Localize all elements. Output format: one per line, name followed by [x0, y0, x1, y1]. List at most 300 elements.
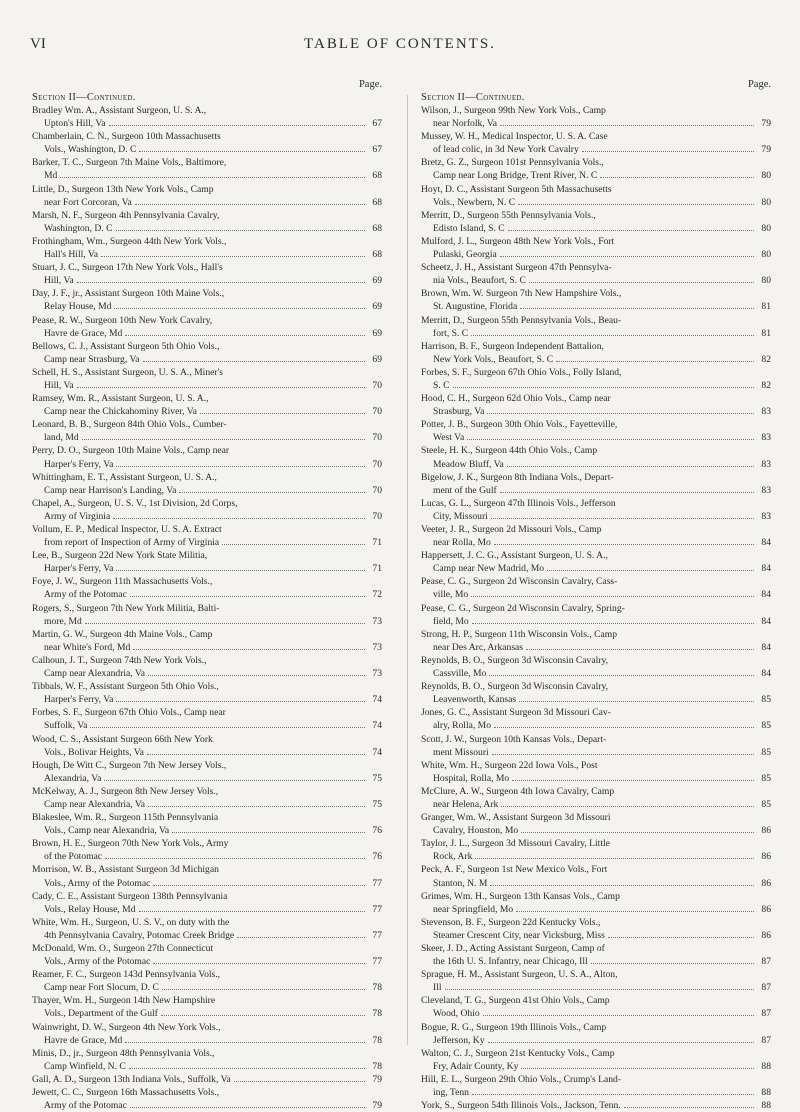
toc-entry: [421, 1047, 771, 1073]
toc-entry-text: Brown, H. E., Surgeon 70th New York Vols., Army: [32, 838, 229, 850]
toc-entry-text: Lee, B., Surgeon 22d New York State Militia,: [32, 550, 208, 562]
toc-entry-text: Pulaski, Georgia: [433, 249, 497, 261]
dot-leader: [556, 361, 754, 362]
toc-entry: [421, 1021, 771, 1047]
toc-entry-text: Pease, C. G., Surgeon 2d Wisconsin Cavalry, Spring-: [421, 602, 625, 614]
dot-leader: [445, 989, 754, 990]
toc-entry-text: Bellows, C. J., Assistant Surgeon 5th Ohio Vols.,: [32, 340, 220, 352]
toc-entry-text: Wood, Ohio: [433, 1008, 480, 1020]
toc-entry: [421, 340, 771, 366]
toc-page-number: 80: [761, 249, 771, 261]
toc-entry-text: Bretz, G. Z., Surgeon 101st Pennsylvania Vols.,: [421, 157, 604, 169]
toc-entry-text: Camp near the Chickahominy River, Va: [44, 406, 197, 418]
left-column: [32, 78, 382, 1112]
dot-leader: [179, 492, 365, 493]
toc-page-number: 86: [761, 903, 771, 915]
toc-entry: [32, 575, 382, 601]
dot-leader: [600, 177, 754, 178]
toc-page-number: 86: [761, 929, 771, 941]
toc-entry: [32, 523, 382, 549]
dot-leader: [109, 125, 365, 126]
dot-leader: [488, 1042, 754, 1043]
dot-leader: [487, 413, 754, 414]
toc-entry-text: Camp near Alexandria, Va: [44, 668, 146, 680]
dot-leader: [116, 570, 365, 571]
toc-entry-text: Lucas, G. L., Surgeon 47th Illinois Vols., Jefferson: [421, 497, 616, 509]
dot-leader: [133, 649, 365, 650]
toc-page-number: 70: [372, 379, 382, 391]
section-heading: Section II—Continued.: [421, 92, 525, 103]
dot-leader: [60, 177, 365, 178]
toc-entry-text: Minis, D., jr., Surgeon 48th Pennsylvania Vols.,: [32, 1047, 215, 1059]
toc-entry-text: Thayer, Wm. H., Surgeon 14th New Hampshire: [32, 995, 216, 1007]
toc-page-number: 80: [761, 222, 771, 234]
toc-page-number: 73: [372, 615, 382, 627]
dot-leader: [90, 727, 365, 728]
dot-leader: [489, 675, 754, 676]
dot-leader: [101, 256, 365, 257]
toc-entry-text: Vols., Relay House, Md: [44, 903, 136, 915]
toc-entry-text: McClure, A. W., Surgeon 4th Iowa Cavalry, Camp: [421, 785, 615, 797]
toc-entry: [32, 654, 382, 680]
toc-entry-text: Leonard, B. B., Surgeon 84th Ohio Vols., Cumber-: [32, 419, 227, 431]
toc-page-number: 88: [761, 1100, 771, 1112]
toc-entry-text: Strong, H. P., Surgeon 11th Wisconsin Vols., Camp: [421, 628, 618, 640]
toc-entry-text: Hill, Va: [44, 379, 74, 391]
toc-page-number: 68: [372, 196, 382, 208]
toc-entry: [421, 130, 771, 156]
toc-entry: [32, 602, 382, 628]
toc-entry-text: Cavalry, Houston, Mo: [433, 825, 519, 837]
dot-leader: [501, 806, 754, 807]
toc-entry-text: York, S., Surgeon 54th Illinois Vols., Jackson, Tenn.: [421, 1100, 621, 1112]
dot-leader: [116, 466, 365, 467]
toc-entry: [32, 916, 382, 942]
dot-leader: [491, 518, 754, 519]
toc-entry-text: Camp near New Madrid, Mo: [433, 563, 545, 575]
toc-entry-text: Whittingham, E. T., Assistant Surgeon, U. S. A.,: [32, 471, 217, 483]
toc-entry-text: near Rolla, Mo: [433, 537, 491, 549]
toc-page-number: 78: [372, 982, 382, 994]
toc-entry-text: S. C: [433, 379, 450, 391]
toc-page-number: 84: [761, 641, 771, 653]
dot-leader: [130, 596, 365, 597]
dot-leader: [492, 754, 754, 755]
dot-leader: [453, 387, 754, 388]
page-folio: VI: [30, 36, 46, 52]
toc-entry: [421, 602, 771, 628]
toc-page-number: 83: [761, 406, 771, 418]
toc-entry-text: Scheetz, J. H., Assistant Surgeon 47th Pennsylva-: [421, 262, 612, 274]
toc-entry: [421, 942, 771, 968]
toc-entry: [32, 471, 382, 497]
toc-entry-text: ment of the Gulf: [433, 484, 497, 496]
dot-leader: [162, 989, 365, 990]
toc-entry-text: Veeter, J. R., Surgeon 2d Missouri Vols., Camp: [421, 524, 602, 535]
toc-page-number: 73: [372, 641, 382, 653]
dot-leader: [512, 780, 754, 781]
toc-entry-text: near White's Ford, Md: [44, 641, 131, 653]
toc-page-number: 84: [761, 615, 771, 627]
toc-entry: [421, 444, 771, 470]
dot-leader: [467, 439, 754, 440]
toc-entry: [32, 1073, 382, 1086]
dot-leader: [591, 963, 754, 964]
toc-entry-text: Bogue, R. G., Surgeon 19th Illinois Vols., Camp: [421, 1021, 607, 1033]
dot-leader: [475, 858, 754, 859]
toc-entry-text: Jewett, C. C., Surgeon 16th Massachusetts Vols.,: [32, 1087, 220, 1099]
toc-entry-text: Camp near Alexandria, Va: [44, 798, 146, 810]
toc-entry: [421, 549, 771, 575]
toc-entry-text: Havre de Grace, Md: [44, 1034, 123, 1046]
toc-entry-text: Meadow Bluff, Va: [433, 458, 504, 470]
toc-page-number: 77: [372, 929, 382, 941]
toc-entry-text: near Fort Corcoran, Va: [44, 196, 132, 208]
toc-entry: [421, 183, 771, 209]
toc-entry-text: Camp near Long Bridge, Trent River, N. C: [433, 170, 598, 182]
toc-entry: [421, 418, 771, 444]
toc-entry-text: nia Vols., Beaufort, S. C: [433, 275, 526, 287]
toc-entry-text: Vols., Army of the Potomac: [44, 956, 151, 968]
toc-entry: [32, 628, 382, 654]
toc-entry-text: Grimes, Wm. H., Surgeon 13th Kansas Vols., Camp: [421, 890, 620, 902]
toc-entry-text: of the Potomac: [44, 851, 103, 863]
toc-entry-text: Bradley Wm. A., Assistant Surgeon, U. S. A.,: [32, 105, 207, 116]
toc-page-number: 70: [372, 484, 382, 496]
toc-page-number: 69: [372, 353, 382, 365]
toc-entry-text: Vols., Camp near Alexandria, Va: [44, 825, 170, 837]
toc-entry-text: Happersett, J. C. G., Assistant Surgeon, U. S. A.,: [421, 550, 608, 562]
toc-entry-text: Suffolk, Va: [44, 720, 88, 732]
dot-leader: [125, 1042, 365, 1043]
dot-leader: [222, 544, 365, 545]
toc-entry-text: Forbes, S. F., Surgeon 67th Ohio Vols., Folly Island,: [421, 366, 622, 378]
toc-page-number: 71: [372, 563, 382, 575]
toc-entry-text: Edisto Island, S. C: [433, 222, 505, 234]
toc-entry: [32, 759, 382, 785]
toc-entry-text: Vols., Newbern, N. C: [433, 196, 516, 208]
toc-entry-text: Bigelow, J. K., Surgeon 8th Indiana Vols., Depart-: [421, 471, 614, 483]
dot-leader: [494, 727, 754, 728]
toc-entry-text: Schell, H. S., Assistant Surgeon, U. S. A., Miner's: [32, 366, 224, 378]
toc-page-number: 70: [372, 406, 382, 418]
toc-entry-text: alry, Rolla, Mo: [433, 720, 491, 732]
toc-entry-text: Stevenson, B. F., Surgeon 22d Kentucky Vols.,: [421, 916, 601, 928]
toc-page-number: 83: [761, 432, 771, 444]
toc-entry-text: West Va: [433, 432, 465, 444]
toc-entry-text: Calhoun, J. T., Surgeon 74th New York Vols.,: [32, 654, 207, 666]
toc-page-number: 87: [761, 982, 771, 994]
toc-entry-text: Alexandria, Va: [44, 772, 102, 784]
toc-entry: [421, 863, 771, 889]
toc-entry-text: Hill, Va: [44, 275, 74, 287]
dot-leader: [82, 439, 365, 440]
toc-entry-text: Cady, C. E., Assistant Surgeon 138th Pennsylvania: [32, 890, 228, 902]
toc-page-number: 74: [372, 720, 382, 732]
toc-entry: [32, 130, 382, 156]
toc-entry-list: [421, 104, 771, 1112]
toc-entry-text: Merritt, D., Surgeon 55th Pennsylvania Vols.,: [421, 209, 596, 221]
toc-page-number: 88: [761, 1060, 771, 1072]
toc-page-number: 75: [372, 798, 382, 810]
toc-entry-text: Army of Virginia: [44, 510, 111, 522]
toc-entry-text: more, Md: [44, 615, 82, 627]
toc-entry-text: Hill, E. L., Surgeon 29th Ohio Vols., Crump's Land-: [421, 1073, 622, 1085]
toc-entry: [32, 156, 382, 182]
toc-entry: [421, 497, 771, 523]
dot-leader: [518, 204, 754, 205]
toc-entry: [421, 104, 771, 130]
dot-leader: [139, 151, 365, 152]
toc-entry: [32, 811, 382, 837]
dot-leader: [125, 335, 365, 336]
toc-entry-text: Vols., Army of the Potomac: [44, 877, 151, 889]
toc-page-number: 79: [372, 1100, 382, 1112]
dot-leader: [77, 282, 365, 283]
toc-page-number: 69: [372, 275, 382, 287]
toc-entry-text: Pease, C. G., Surgeon 2d Wisconsin Cavalry, Cass-: [421, 576, 618, 588]
toc-page-number: 79: [761, 118, 771, 130]
toc-entry: [32, 314, 382, 340]
toc-entry-text: Reamer, F. C., Surgeon 143d Pennsylvania Vols.,: [32, 969, 221, 981]
running-title: TABLE OF CONTENTS.: [304, 36, 496, 52]
dot-leader: [519, 701, 754, 702]
dot-leader: [105, 858, 365, 859]
dot-leader: [77, 387, 365, 388]
dot-leader: [153, 963, 365, 964]
toc-entry: [32, 863, 382, 889]
toc-entry-text: near Springfield, Mo: [433, 903, 514, 915]
toc-entry: [32, 1047, 382, 1073]
toc-entry-text: Forbes, S. F., Surgeon 67th Ohio Vols., Camp near: [32, 707, 226, 719]
toc-entry: [421, 706, 771, 732]
right-column: [421, 78, 771, 1112]
dot-leader: [521, 832, 754, 833]
toc-page-number: 82: [761, 353, 771, 365]
toc-page-number: 79: [761, 144, 771, 156]
toc-entry-text: New York Vols., Beaufort, S. C: [433, 353, 554, 365]
toc-entry: [32, 418, 382, 444]
toc-entry: [32, 1021, 382, 1047]
toc-entry: [421, 811, 771, 837]
toc-entry-text: Reynolds, B. O., Surgeon 3d Wisconsin Cavalry,: [421, 654, 609, 666]
dot-leader: [85, 623, 365, 624]
toc-entry: [421, 680, 771, 706]
toc-entry-text: Army of the Potomac: [44, 589, 127, 601]
dot-leader: [494, 544, 754, 545]
toc-page-number: 83: [761, 458, 771, 470]
toc-entry-text: Mulford, J. L., Surgeon 48th New York Vols., Fort: [421, 235, 615, 247]
toc-entry-text: Cleveland, T. G., Surgeon 41st Ohio Vols., Camp: [421, 995, 610, 1007]
toc-page-number: 85: [761, 746, 771, 758]
dot-leader: [147, 754, 365, 755]
toc-page-number: 72: [372, 589, 382, 601]
toc-entry: [421, 837, 771, 863]
toc-page-number: 69: [372, 327, 382, 339]
dot-leader: [472, 1094, 754, 1095]
toc-entry-text: Upton's Hill, Va: [44, 118, 106, 130]
toc-page-number: 70: [372, 458, 382, 470]
toc-entry: [421, 968, 771, 994]
dot-leader: [516, 911, 754, 912]
toc-page-number: 83: [761, 510, 771, 522]
dot-leader: [116, 230, 365, 231]
toc-entry-text: Blakeslee, Wm. R., Surgeon 115th Pennsylvania: [32, 812, 219, 824]
toc-entry-text: Tibbals, W. F., Assistant Surgeon 5th Ohio Vols.,: [32, 681, 219, 693]
toc-page-number: 87: [761, 1008, 771, 1020]
dot-leader: [472, 623, 754, 624]
toc-entry-text: White, Wm. H., Surgeon, U. S. V., on duty with the: [32, 916, 230, 928]
toc-page-number: 70: [372, 510, 382, 522]
toc-entry-text: White, Wm. H., Surgeon 22d Iowa Vols., Post: [421, 759, 598, 771]
toc-entry: [421, 471, 771, 497]
toc-entry-text: Camp near Harrison's Landing, Va: [44, 484, 177, 496]
toc-entry-text: Martin, G. W., Surgeon 4th Maine Vols., Camp: [32, 628, 213, 640]
toc-entry-text: of lead colic, in 3d New York Cavalry: [433, 144, 579, 156]
toc-entry-text: Mussey, W. H., Medical Inspector, U. S. A. Case: [421, 131, 608, 143]
toc-page-number: 71: [372, 537, 382, 549]
toc-page-number: 84: [761, 537, 771, 549]
column-divider: [407, 95, 408, 1045]
toc-page-number: 81: [761, 301, 771, 313]
toc-entry-text: Chamberlain, C. N., Surgeon 10th Massachusetts: [32, 131, 221, 143]
toc-entry-text: Chapel, A., Surgeon, U. S. V., 1st Division, 2d Corps,: [32, 497, 238, 509]
toc-entry-text: Camp near Strasburg, Va: [44, 353, 140, 365]
toc-page-number: 68: [372, 249, 382, 261]
toc-entry-text: Hood, C. H., Surgeon 62d Ohio Vols., Camp near: [421, 393, 611, 405]
toc-page-number: 84: [761, 563, 771, 575]
dot-leader: [526, 649, 754, 650]
toc-entry-text: Camp near Fort Slocum, D. C: [44, 982, 159, 994]
dot-leader: [113, 518, 365, 519]
toc-entry-text: Rogers, S., Surgeon 7th New York Militia, Balti-: [32, 602, 220, 614]
toc-entry: [32, 706, 382, 732]
toc-page-number: 76: [372, 825, 382, 837]
dot-leader: [234, 1081, 365, 1082]
toc-page-number: 74: [372, 694, 382, 706]
toc-page-number: 69: [372, 301, 382, 313]
toc-entry: [421, 209, 771, 235]
toc-entry-text: Barker, T. C., Surgeon 7th Maine Vols., Baltimore,: [32, 157, 227, 169]
toc-entry-text: Relay House, Md: [44, 301, 112, 313]
toc-page-number: 80: [761, 196, 771, 208]
toc-entry-text: field, Mo: [433, 615, 469, 627]
dot-leader: [148, 806, 365, 807]
toc-entry-text: ville, Mo: [433, 589, 469, 601]
toc-entry: [421, 314, 771, 340]
toc-entry: [421, 156, 771, 182]
dot-leader: [471, 335, 754, 336]
toc-entry: [32, 261, 382, 287]
toc-entry-text: Leavenworth, Kansas: [433, 694, 517, 706]
dot-leader: [521, 1068, 754, 1069]
toc-entry-text: Potter, J. B., Surgeon 30th Ohio Vols., Fayetteville,: [421, 419, 618, 431]
toc-entry-text: ing, Tenn: [433, 1087, 469, 1099]
toc-entry-text: Vollum, E. P., Medical Inspector, U. S. A. Extract: [32, 524, 222, 535]
toc-entry-text: Taylor, J. L., Surgeon 3d Missouri Cavalry, Little: [421, 838, 610, 850]
dot-leader: [104, 780, 365, 781]
dot-leader: [139, 911, 366, 912]
toc-entry: [421, 1099, 771, 1112]
toc-page-number: 86: [761, 851, 771, 863]
toc-entry: [32, 549, 382, 575]
toc-entry: [421, 628, 771, 654]
toc-entry-text: Merritt, D., Surgeon 55th Pennsylvania Vols., Beau-: [421, 314, 622, 326]
dot-leader: [490, 885, 754, 886]
toc-entry-text: Rock, Ark: [433, 851, 473, 863]
toc-entry-text: Gall, A. D., Surgeon 13th Indiana Vols., Suffolk, Va: [32, 1073, 231, 1085]
toc-entry: [421, 235, 771, 261]
dot-leader: [114, 308, 365, 309]
dot-leader: [172, 832, 365, 833]
toc-entry-text: Little, D., Surgeon 13th New York Vols., Camp: [32, 183, 214, 195]
toc-page-number: 81: [761, 327, 771, 339]
toc-entry-text: Fry, Adair County, Ky: [433, 1060, 519, 1072]
dot-leader: [582, 151, 754, 152]
toc-entry-text: Wood, C. S., Assistant Surgeon 66th New York: [32, 733, 213, 745]
toc-entry: [32, 444, 382, 470]
toc-entry-text: Hoyt, D. C., Assistant Surgeon 5th Massachusetts: [421, 183, 612, 195]
dot-leader: [129, 1068, 365, 1069]
toc-page-number: 83: [761, 484, 771, 496]
toc-entry-text: Steele, H. K., Surgeon 44th Ohio Vols., Camp: [421, 445, 598, 457]
toc-entry-text: Skeer, J. D., Acting Assistant Surgeon, Camp of: [421, 943, 605, 954]
toc-page-number: 77: [372, 903, 382, 915]
dot-leader: [500, 125, 754, 126]
dot-leader: [529, 282, 754, 283]
toc-entry-text: Steamer Crescent City, near Vicksburg, Miss: [433, 929, 605, 941]
toc-entry-text: Strasburg, Va: [433, 406, 485, 418]
toc-entry-text: Day, J. F., jr., Assistant Surgeon 10th Maine Vols.,: [32, 288, 225, 300]
toc-entry-text: Peck, A. F., Surgeon 1st New Mexico Vols., Fort: [421, 864, 608, 876]
toc-entry-text: Reynolds, B. O., Surgeon 3d Wisconsin Cavalry,: [421, 681, 609, 693]
dot-leader: [507, 466, 754, 467]
toc-entry: [421, 890, 771, 916]
dot-leader: [237, 937, 365, 938]
toc-page-number: 82: [761, 379, 771, 391]
toc-entry-text: near Norfolk, Va: [433, 118, 498, 130]
toc-entry: [32, 942, 382, 968]
page-column-label: Page.: [747, 79, 771, 90]
dot-leader: [143, 361, 365, 362]
dot-leader: [130, 1107, 365, 1108]
toc-entry-text: Walton, C. J., Surgeon 21st Kentucky Vols., Camp: [421, 1047, 615, 1059]
dot-leader: [148, 675, 365, 676]
dot-leader: [624, 1107, 754, 1108]
toc-entry: [421, 392, 771, 418]
toc-entry-text: Frothingham, Wm., Surgeon 44th New York Vols.,: [32, 235, 227, 247]
toc-entry-text: City, Missouri: [433, 510, 488, 522]
toc-page-number: 67: [372, 118, 382, 130]
toc-entry-text: from report of Inspection of Army of Virginia: [44, 537, 220, 549]
toc-entry: [421, 759, 771, 785]
toc-entry: [32, 680, 382, 706]
dot-leader: [500, 492, 754, 493]
toc-entry: [32, 209, 382, 235]
toc-page-number: 77: [372, 956, 382, 968]
dot-leader: [508, 230, 754, 231]
toc-entry: [421, 366, 771, 392]
toc-entry: [32, 890, 382, 916]
toc-page-number: 84: [761, 589, 771, 601]
toc-entry: [421, 994, 771, 1020]
toc-entry: [421, 261, 771, 287]
toc-page-number: 74: [372, 746, 382, 758]
dot-leader: [200, 413, 365, 414]
toc-entry-text: Army of the Potomac: [44, 1100, 127, 1112]
toc-entry-text: Harper's Ferry, Va: [44, 458, 114, 470]
toc-page-number: 87: [761, 956, 771, 968]
